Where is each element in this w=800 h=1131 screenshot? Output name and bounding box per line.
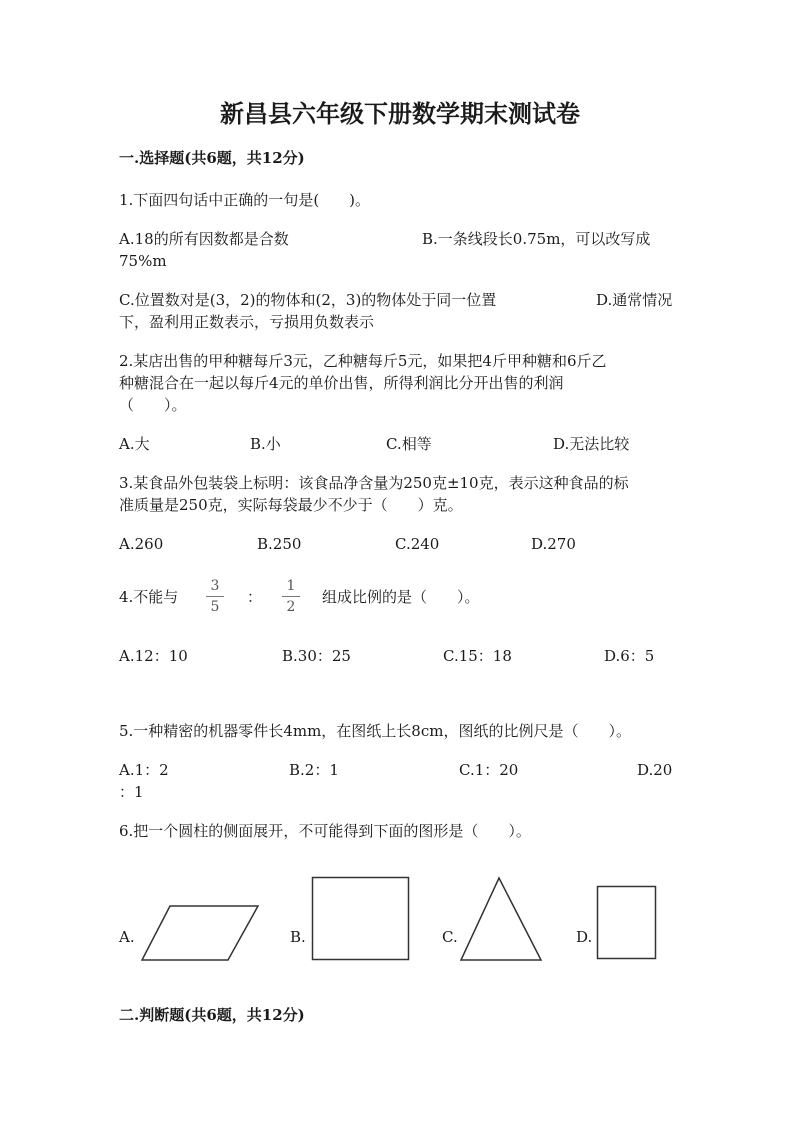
question-5-option-b: B.2：1 — [289, 761, 339, 779]
section-heading-choice: 一.选择题(共6题，共12分) — [119, 149, 305, 167]
question-1-option-d: D.通常情况 — [596, 291, 673, 309]
section-heading-judgment: 二.判断题(共6题，共12分) — [119, 1006, 305, 1024]
question-5-option-a: A.1：2 — [119, 761, 169, 779]
question-6-option-b: B. — [290, 928, 306, 946]
fraction-three-fifths — [206, 578, 224, 615]
question-6-option-c: C. — [442, 928, 458, 946]
page-title: 新昌县六年级下册数学期末测试卷 — [220, 99, 580, 128]
question-3-option-c: C.240 — [395, 535, 440, 553]
question-4-option-d: D.6：5 — [604, 647, 655, 665]
question-4-option-a: A.12：10 — [119, 647, 188, 665]
fraction-numerator: 1 — [286, 578, 296, 594]
fraction-bar — [282, 596, 300, 597]
ratio-colon: ： — [247, 588, 263, 606]
square-figure — [311, 876, 411, 962]
question-6-option-d: D. — [576, 928, 593, 946]
fraction-denominator: 5 — [210, 599, 220, 615]
question-4-stem-pre: 4.不能与 — [119, 588, 179, 606]
question-1-option-b-cont: 75%m — [119, 252, 167, 270]
question-2-option-b: B.小 — [250, 435, 281, 453]
question-5-option-c: C.1：20 — [459, 761, 519, 779]
question-3-stem-line1: 3.某食品外包装袋上标明：该食品净含量为250克±10克，表示这种食品的标 — [119, 474, 629, 492]
question-2-option-a: A.大 — [119, 435, 150, 453]
fraction-denominator: 2 — [286, 599, 296, 615]
question-1-option-b: B.一条线段长0.75m，可以改写成 — [422, 230, 651, 248]
question-2-stem-line1: 2.某店出售的甲种糖每斤3元，乙种糖每斤5元，如果把4斤甲种糖和6斤乙 — [119, 352, 607, 370]
question-5-stem: 5.一种精密的机器零件长4mm，在图纸上长8cm，图纸的比例尺是（ ）。 — [119, 722, 631, 740]
question-4-option-b: B.30：25 — [282, 647, 351, 665]
fraction-numerator: 3 — [210, 578, 220, 594]
question-2-stem-line2: 种糖混合在一起以每斤4元的单价出售，所得利润比分开出售的利润 — [119, 374, 564, 392]
question-1-stem: 1.下面四句话中正确的一句是( )。 — [119, 191, 371, 209]
question-1-option-d-cont: 下，盈利用正数表示，亏损用负数表示 — [119, 313, 375, 331]
rectangle-figure — [596, 885, 658, 961]
question-5-option-d-cont: ：1 — [119, 783, 144, 801]
question-4-stem-post: 组成比例的是（ ）。 — [322, 588, 480, 606]
question-3-option-d: D.270 — [531, 535, 576, 553]
question-5-option-d: D.20 — [637, 761, 673, 779]
question-6-option-a: A. — [119, 928, 135, 946]
triangle-figure — [459, 876, 543, 962]
question-1-option-c: C.位置数对是(3，2)的物体和(2，3)的物体处于同一位置 — [119, 291, 497, 309]
parallelogram-figure — [140, 904, 262, 964]
question-4-option-c: C.15：18 — [443, 647, 512, 665]
question-1-option-a: A.18的所有因数都是合数 — [119, 230, 289, 248]
question-2-stem-line3: （ ）。 — [119, 396, 187, 414]
question-3-option-b: B.250 — [257, 535, 302, 553]
question-3-stem-line2: 准质量是250克，实际每袋最少不少于（ ）克。 — [119, 496, 463, 514]
fraction-one-half — [282, 578, 300, 615]
question-2-option-d: D.无法比较 — [553, 435, 630, 453]
fraction-bar — [206, 596, 224, 597]
question-2-option-c: C.相等 — [386, 435, 432, 453]
question-6-stem: 6.把一个圆柱的侧面展开，不可能得到下面的图形是（ ）。 — [119, 822, 531, 840]
question-3-option-a: A.260 — [119, 535, 164, 553]
